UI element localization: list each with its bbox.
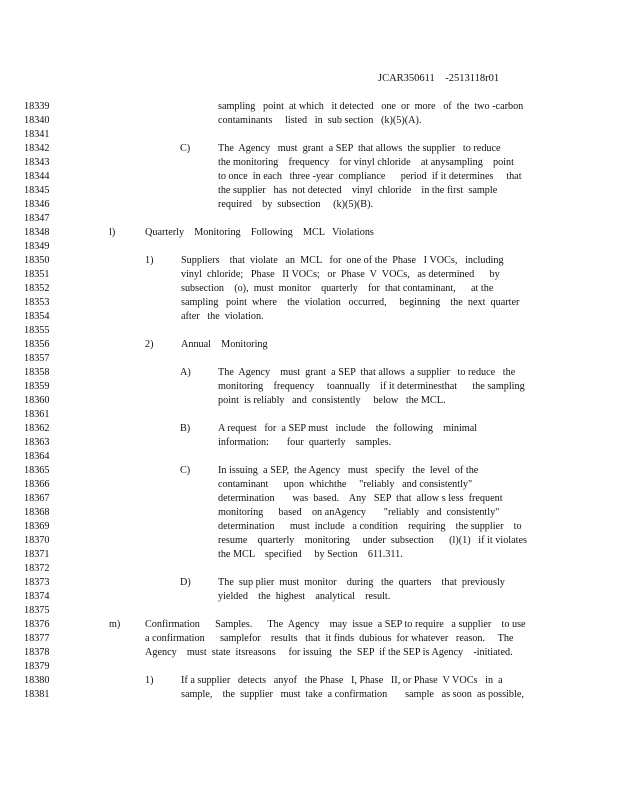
line-text: Agency must state itsreasons for issuing the SEP if the SEP is Agency -initiated. [145,647,513,658]
document-line [0,296,618,310]
document-line [0,338,618,352]
line-number: 18369 [24,521,50,532]
line-text: the supplier has not detected vinyl chloride in the first sample [218,185,498,196]
line-number: 18342 [24,143,50,154]
line-number: 18361 [24,409,50,420]
document-line [0,646,618,660]
document-line [0,562,618,576]
line-number: 18360 [24,395,50,406]
line-text: to once in each three -year compliance period if it determines that [218,171,522,182]
line-number: 18366 [24,479,50,490]
document-header: JCAR350611 -2513118r01 [378,73,500,84]
line-text: point is reliably and consistently below the MCL. [218,395,446,406]
line-number: 18372 [24,563,50,574]
line-number: 18345 [24,185,50,196]
line-number: 18381 [24,689,50,700]
paragraph-label: m) [109,619,121,630]
line-text: contaminants listed in sub section (k)(5)(A). [218,115,422,126]
paragraph-label: l) [109,227,116,238]
document-line [0,212,618,226]
line-number: 18376 [24,619,50,630]
line-text: Confirmation Samples. The Agency may issue a SEP to require a supplier to use [145,619,526,630]
document-line [0,100,618,114]
line-number: 18344 [24,171,50,182]
document-line [0,380,618,394]
line-text: resume quarterly monitoring under subsection (l)(1) if it violates [218,535,527,546]
line-text: vinyl chloride; Phase II VOCs; or Phase V VOCs, as determined by [181,269,500,280]
line-number: 18348 [24,227,50,238]
document-line [0,548,618,562]
line-number: 18363 [24,437,50,448]
line-text: a confirmation samplefor results that it finds dubious for whatever reason. The [145,633,514,644]
document-line [0,660,618,674]
document-line [0,184,618,198]
document-line [0,254,618,268]
line-number: 18379 [24,661,50,672]
document-line [0,156,618,170]
line-text: contaminant upon whichthe "reliably and consistently" [218,479,473,490]
document-line [0,268,618,282]
paragraph-label: 1) [145,255,154,266]
line-number: 18346 [24,199,50,210]
line-number: 18377 [24,633,50,644]
document-line [0,422,618,436]
document-line [0,674,618,688]
document-line [0,590,618,604]
document-line [0,198,618,212]
document-line [0,436,618,450]
line-text: sample, the supplier must take a confirmation sample as soon as possible, [181,689,524,700]
document-line [0,142,618,156]
line-number: 18371 [24,549,50,560]
line-text: required by subsection (k)(5)(B). [218,199,374,210]
document-line [0,576,618,590]
document-line [0,310,618,324]
line-text: The Agency must grant a SEP that allows a supplier to reduce the [218,367,516,378]
line-number: 18362 [24,423,50,434]
line-number: 18349 [24,241,50,252]
line-number: 18359 [24,381,50,392]
line-number: 18341 [24,129,50,140]
paragraph-label: 2) [145,339,154,350]
line-number: 18340 [24,115,50,126]
document-line [0,170,618,184]
line-number: 18364 [24,451,50,462]
document-line [0,128,618,142]
paragraph-label: B) [180,423,191,434]
document-line [0,114,618,128]
line-number: 18358 [24,367,50,378]
paragraph-label: C) [180,465,191,476]
line-number: 18354 [24,311,50,322]
document-line [0,282,618,296]
line-text: determination was based. Any SEP that allow s less frequent [218,493,503,504]
line-number: 18357 [24,353,50,364]
document-line [0,450,618,464]
document-line [0,632,618,646]
line-number: 18355 [24,325,50,336]
line-number: 18352 [24,283,50,294]
line-number: 18368 [24,507,50,518]
document-line [0,506,618,520]
line-text: If a supplier detects anyof the Phase I, Phase II, or Phase V VOCs in a [181,675,503,686]
document-line [0,464,618,478]
line-text: monitoring frequency toannually if it determinesthat the sampling [218,381,525,392]
document-line [0,478,618,492]
line-text: the monitoring frequency for vinyl chloride at anysampling point [218,157,514,168]
line-text: The Agency must grant a SEP that allows the supplier to reduce [218,143,501,154]
line-text: A request for a SEP must include the following minimal [218,423,478,434]
line-number: 18367 [24,493,50,504]
document-line [0,366,618,380]
line-number: 18347 [24,213,50,224]
document-line [0,352,618,366]
line-text: The sup plier must monitor during the quarters that previously [218,577,505,588]
document-line [0,618,618,632]
line-number: 18351 [24,269,50,280]
line-text: determination must include a condition requiring the supplier to [218,521,522,532]
line-text: sampling point where the violation occurred, beginning the next quarter [181,297,520,308]
line-text: Suppliers that violate an MCL for one of the Phase I VOCs, including [181,255,504,266]
line-number: 18356 [24,339,50,350]
document-line [0,240,618,254]
line-number: 18374 [24,591,50,602]
line-text: In issuing a SEP, the Agency must specify the level of the [218,465,479,476]
document-line [0,604,618,618]
line-text: after the violation. [181,311,264,322]
line-number: 18365 [24,465,50,476]
line-text: sampling point at which it detected one or more of the two -carbon [218,101,524,112]
line-number: 18350 [24,255,50,266]
line-text: Quarterly Monitoring Following MCL Violations [145,227,374,238]
document-line [0,324,618,338]
line-number: 18353 [24,297,50,308]
document-line [0,226,618,240]
line-number: 18343 [24,157,50,168]
line-text: Annual Monitoring [181,339,268,350]
line-number: 18380 [24,675,50,686]
line-text: information: four quarterly samples. [218,437,392,448]
line-text: subsection (o), must monitor quarterly for that contaminant, at the [181,283,494,294]
document-line [0,492,618,506]
line-text: yielded the highest analytical result. [218,591,391,602]
document-line [0,534,618,548]
line-number: 18375 [24,605,50,616]
document-line [0,408,618,422]
line-text: the MCL specified by Section 611.311. [218,549,403,560]
line-text: monitoring based on anAgency "reliably and consistently" [218,507,500,518]
line-number: 18373 [24,577,50,588]
document-line [0,688,618,702]
paragraph-label: 1) [145,675,154,686]
document-line [0,394,618,408]
document-line [0,520,618,534]
paragraph-label: A) [180,367,191,378]
line-number: 18339 [24,101,50,112]
line-number: 18370 [24,535,50,546]
line-number: 18378 [24,647,50,658]
paragraph-label: C) [180,143,191,154]
paragraph-label: D) [180,577,191,588]
